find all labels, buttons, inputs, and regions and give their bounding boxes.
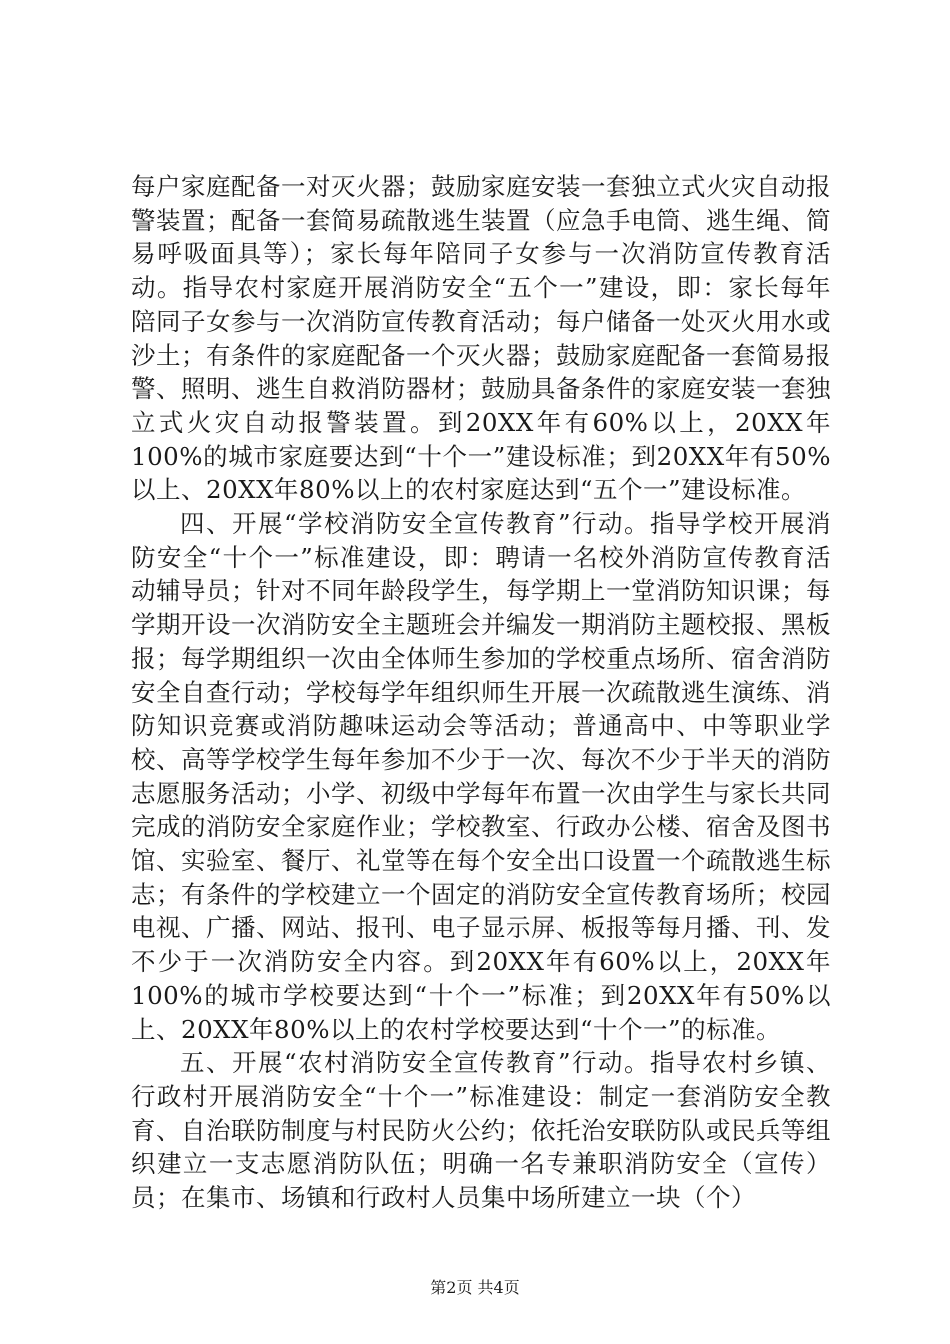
paragraph-rural-campaign: 五、开展“农村消防安全宣传教育”行动。指导农村乡镇、行政村开展消防安全“十个一”标准建设：制定一套消防安全教育、自治联防制度与村民防火公约；依托治安联防队或民兵等组织建立一支志愿消防队伍；明确一名专兼职消防安全（宣传）员；在集市、场镇和行政村人员集中场所建立一块（个） (131, 1048, 831, 1213)
paragraph-household-continued: 每户家庭配备一对灭火器；鼓励家庭安装一套独立式火灾自动报警装置；配备一套简易疏散逃生装置（应急手电筒、逃生绳、简易呼吸面具等）；家长每年陪同子女参与一次消防宣传教育活动。指导农村家庭开展消防安全“五个一”建设，即：家长每年陪同子女参与一次消防宣传教育活动；每户储备一处灭火用水或沙土；有条件的家庭配备一个灭火器；鼓励家庭配备一套简易报警、照明、逃生自救消防器材；鼓励具备条件的家庭安装一套独立式火灾自动报警装置。到20XX年有60%以上，20XX年100%的城市家庭要达到“十个一”建设标准；到20XX年有50%以上、20XX年80%以上的农村家庭达到“五个一”建设标准。 (131, 172, 831, 505)
paragraph-school-campaign: 四、开展“学校消防安全宣传教育”行动。指导学校开展消防安全“十个一”标准建设，即：聘请一名校外消防宣传教育活动辅导员；针对不同年龄段学生，每学期上一堂消防知识课；每学期开设一次消防安全主题班会并编发一期消防主题校报、黑板报；每学期组织一次由全体师生参加的学校重点场所、宿舍消防安全自查行动；学校每学年组织师生开展一次疏散逃生演练、消防知识竞赛或消防趣味运动会等活动；普通高中、中等职业学校、高等学校学生每年参加不少于一次、每次不少于半天的消防志愿服务活动；小学、初级中学每年布置一次由学生与家长共同完成的消防安全家庭作业；学校教室、行政办公楼、宿舍及图书馆、实验室、餐厅、礼堂等在每个安全出口设置一个疏散逃生标志；有条件的学校建立一个固定的消防安全宣传教育场所；校园电视、广播、网站、报刊、电子显示屏、板报等每月播、刊、发不少于一次消防安全内容。到20XX年有60%以上，20XX年100%的城市学校要达到“十个一”标准；到20XX年有50%以上、20XX年80%以上的农村学校要达到“十个一”的标准。 (131, 509, 831, 1044)
document-body (131, 170, 831, 1215)
page-number-footer: 第2页 共4页 (430, 1278, 520, 1297)
